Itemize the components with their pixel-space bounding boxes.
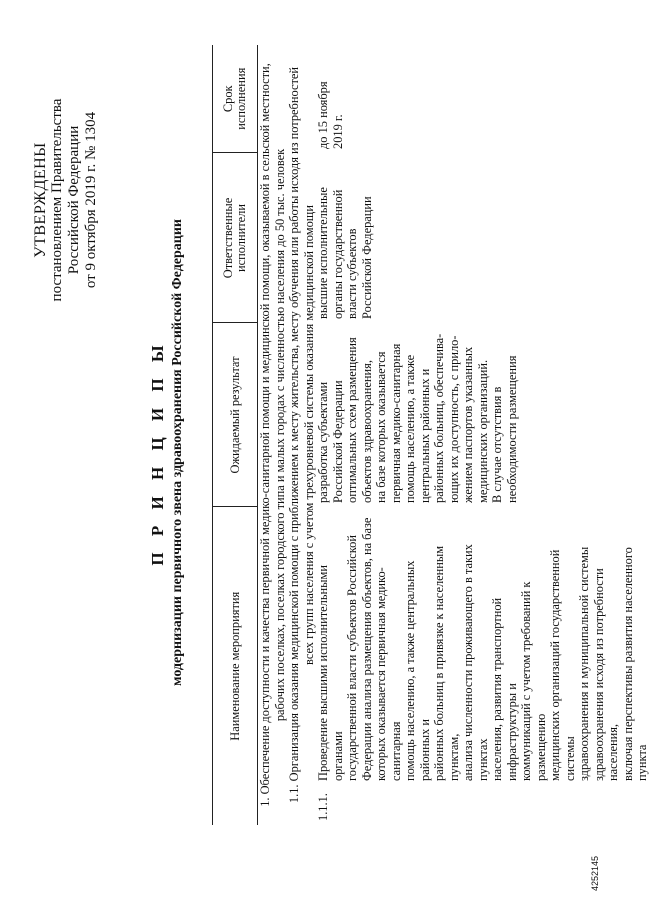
item-name-line: анализа численности проживающего в таких пунктах [461, 544, 490, 781]
table-row [316, 45, 650, 825]
item-result-line: необходимости размещения [504, 355, 519, 503]
header-responsible [213, 153, 258, 323]
item-result-line: объектов здравоохранения, [359, 360, 374, 503]
header-result: Ожидаемый результат [213, 323, 258, 507]
section-1-1-heading [287, 45, 316, 825]
item-responsible-line: органы государственной [330, 189, 345, 319]
item-name-line: Федерации анализа размещения объектов, на базе [359, 517, 374, 781]
item-responsible-line: высшие исполнительные [316, 187, 330, 319]
item-responsible-line: Российской Федерации [359, 196, 374, 319]
table-header-row [213, 45, 258, 825]
item-result-line: первичная медико-санитарная [388, 343, 403, 503]
item-name-line: коммуникаций с учетом требований к размещению [519, 581, 548, 781]
header-deadline-line-2: исполнения [234, 67, 248, 130]
approval-block [32, 50, 100, 350]
approval-heading: УТВЕРЖДЕНЫ [32, 142, 49, 258]
item-name-line: государственной власти субъектов Российской [345, 534, 359, 781]
item-name-line: медицинских организаций государственной системы [548, 549, 577, 781]
section-1-1-line-2: всех групп населения с учетом трехуровневой системы оказания медицинской помощи [301, 205, 316, 665]
section-1-line-2: рабочих поселках, поселках городского типа и малых городах с численностью населения до 50 тыс. человек [272, 148, 287, 722]
item-responsible-cell [316, 153, 650, 323]
section-1-heading [258, 45, 288, 825]
principles-table [212, 45, 650, 825]
item-result-cell [316, 323, 650, 507]
item-name-line: населения, развития транспортной инфраструктуры и [490, 597, 519, 781]
item-result-line: В случае отсутствия в [490, 386, 504, 503]
header-name: Наименование мероприятия [213, 507, 258, 825]
header-responsible-line-1: Ответственные [221, 197, 235, 279]
item-result-line: на базе которых оказывается [374, 351, 388, 503]
item-name-line: здравоохранения исходя из потребности населения, [591, 568, 620, 781]
item-name-cell [316, 507, 650, 825]
item-result-line: помощь населению, а также [403, 354, 417, 503]
approval-line-2: Российской Федерации [66, 125, 82, 275]
section-1-line-1: 1. Обеспечение доступности и качества первичной медико-санитарной помощи и медицинской помощи, оказываемой в сельской местности, [258, 63, 272, 807]
section-1-1-line-1: 1.1. Организация оказания медицинской помощи с приближением к месту жительства, месту обучения или работы исходя из потребностей [287, 66, 301, 804]
item-responsible-line: власти субъектов [345, 228, 359, 319]
document-number: 4252145 [590, 855, 600, 891]
item-name-line: включая перспективы развития населенного пункта [620, 547, 649, 781]
document-title: П Р И Н Ц И П Ы [148, 339, 167, 566]
section-1-1-row [287, 45, 316, 825]
item-name-line: Проведение высшими исполнительными органами [316, 565, 345, 781]
item-name-line: помощь населению, а также центральных районных и [403, 560, 432, 781]
approval-line-3: от 9 октября 2019 г. № 1304 [83, 111, 99, 289]
item-name-line: здравоохранения и муниципальной системы [577, 546, 591, 781]
document-subtitle: модернизации первичного звена здравоохранения Российской Федерации [170, 219, 185, 687]
header-deadline-line-1: Срок [221, 85, 235, 113]
approval-line-1: постановлением Правительства [49, 98, 65, 302]
item-number: 1.1.1. [316, 793, 330, 821]
item-name-line: районных больниц в привязке к населенным пунктам, [432, 545, 461, 781]
item-deadline-cell [316, 45, 650, 153]
section-1-row [258, 45, 288, 825]
item-result-line: Российской Федерации [330, 380, 345, 503]
item-result-line: разработка субъектами [316, 381, 330, 503]
item-deadline-line-2: 2019 г. [330, 114, 345, 149]
item-result-line: медицинских организаций. [475, 359, 490, 503]
item-result-line: ющих их доступность, с прило- [446, 335, 461, 503]
header-deadline [213, 45, 258, 153]
item-name-line: которых оказывается первичная медико-санитарная [374, 567, 403, 781]
item-result-line: жением паспортов указанных [461, 346, 475, 503]
item-name-text [316, 513, 650, 781]
item-result-line: районных больниц, обеспечива- [432, 333, 446, 503]
header-responsible-line-2: исполнители [234, 204, 248, 272]
item-result-line: центральных районных и [417, 368, 432, 503]
item-result-line: оптимальных схем размещения [345, 337, 359, 503]
item-deadline-line-1: до 15 ноября [316, 81, 330, 149]
